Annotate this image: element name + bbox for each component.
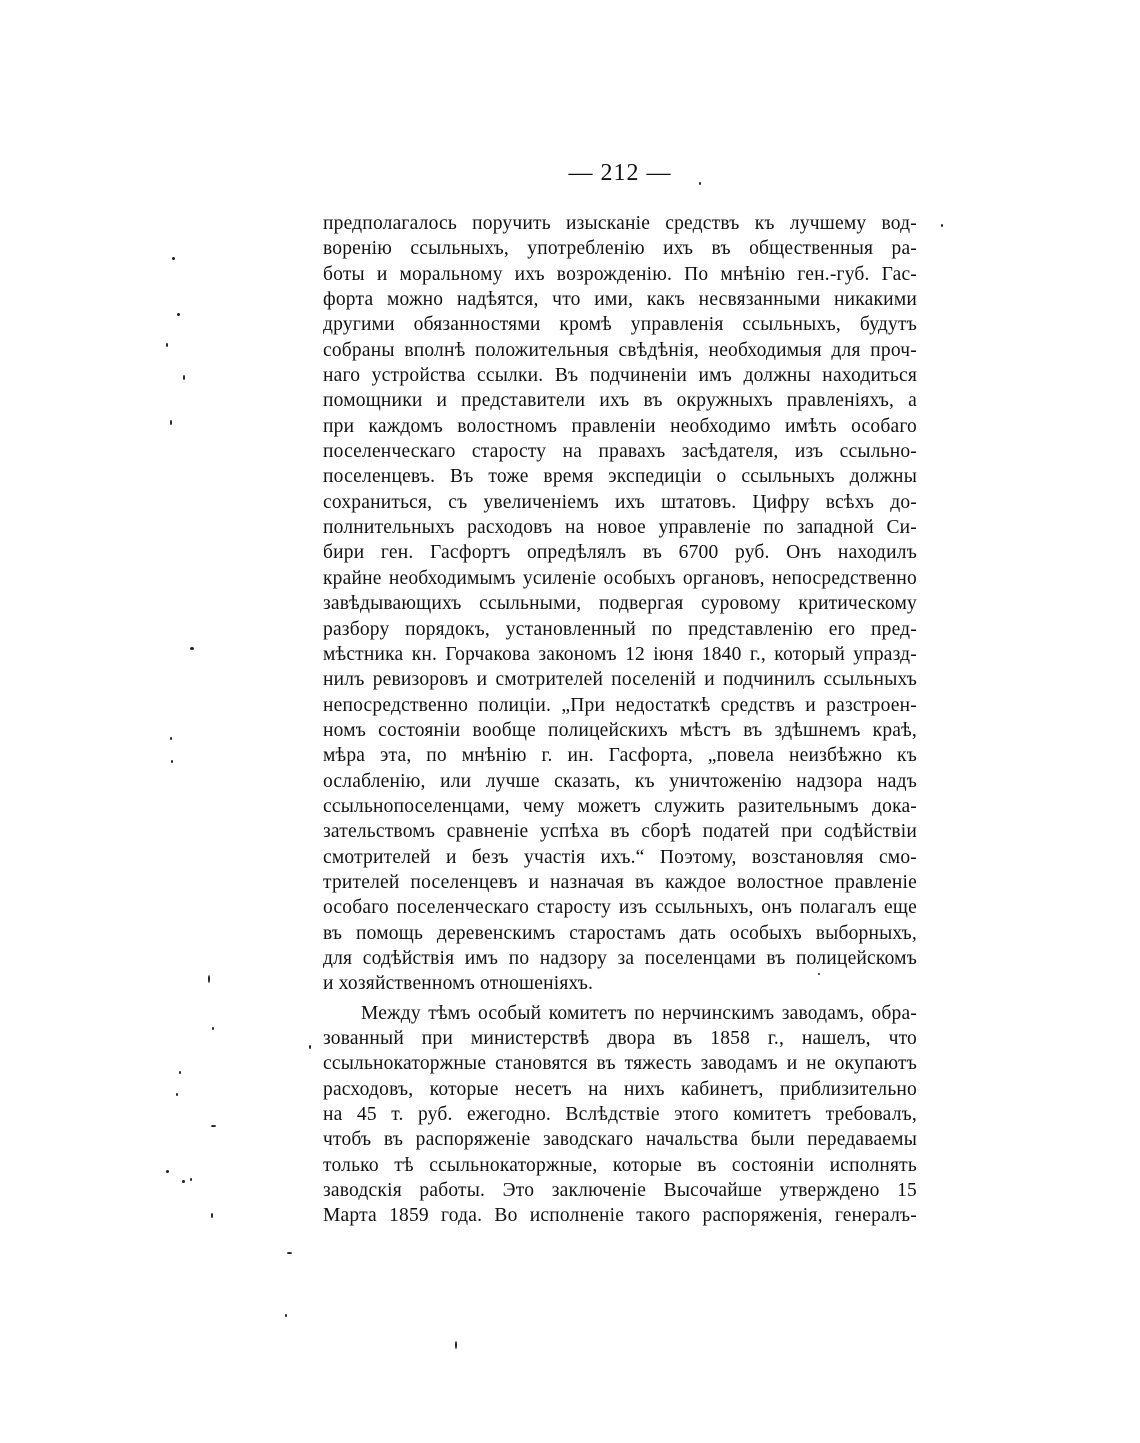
text-line: поселенцевъ. Въ тоже время экспедиціи о ссыльныхъ должны [323,466,917,488]
text-line: мѣстника кн. Горчакова закономъ 12 іюня 1840 г., который упразд- [323,643,917,665]
text-line: только тѣ ссыльнокаторжные, которые въ состояніи исполнять [323,1154,917,1176]
scan-speck [211,1125,216,1127]
text-line: зованный при министерствѣ двора въ 1858 г., нашелъ, что [323,1028,917,1049]
scan-speck [172,257,175,260]
body-text [323,211,917,1229]
scan-speck [182,1180,185,1183]
text-line: особаго поселенческаго старосту изъ ссыльныхъ, онъ полагалъ еще [323,897,917,919]
text-line: завѣдывающихъ ссыльными, подвергая суровому критическому [323,593,917,615]
page-number: — 212 — [568,160,672,186]
scan-speck [166,343,168,347]
text-line: разбору порядокъ, установленный по представленію его пред- [323,618,917,640]
scan-speck [176,1093,178,1096]
text-line: ссыльнокаторжные становятся въ тяжесть заводамъ и не окупаютъ [323,1053,917,1075]
text-line: наго устройства ссылки. Въ подчиненіи имъ должны находиться [323,365,917,387]
text-line: при каждомъ волостномъ правленіи необходимо имѣть особаго [323,415,917,437]
paragraph-1 [323,211,917,997]
scan-speck [309,1045,311,1049]
text-line: бири ген. Гасфортъ опредѣлялъ въ 6700 руб. Онъ находилъ [323,542,917,564]
scan-speck [287,1252,292,1254]
text-line: чтобъ въ распоряженіе заводскаго начальства были передаваемы [323,1129,917,1151]
scan-speck [166,1170,169,1173]
scan-speck [208,975,210,983]
scan-speck [177,313,180,316]
text-line: зательствомъ сравненіе успѣха въ сборѣ податей при содѣйствіи [323,821,917,843]
scan-speck [183,375,185,380]
text-line: крайне необходимымъ усиленіе особыхъ органовъ, непосредственно [323,567,917,589]
scan-speck [190,1178,192,1181]
text-line: номъ состояніи вообще полицейскихъ мѣстъ въ здѣшнемъ краѣ, [323,719,917,741]
text-line: собраны вполнѣ положительныя свѣдѣнія, необходимыя для проч- [323,339,917,361]
scan-speck [285,1314,287,1317]
paragraph-2 [323,1001,917,1229]
scan-speck [699,182,701,185]
text-line: расходовъ, которые несетъ на нихъ кабинетъ, приблизительно [323,1078,917,1100]
text-line: и хозяйственномъ отношеніяхъ. [323,973,594,995]
text-line: Между тѣмъ особый комитетъ по нерчинскимъ заводамъ, обра- [361,1002,917,1024]
scan-speck [455,1341,457,1349]
scan-speck [818,973,820,975]
scan-speck [171,760,173,763]
scan-speck [170,737,172,740]
text-line: предполагалось поручить изысканіе средствъ къ лучшему вод- [323,213,917,234]
text-line: для содѣйствія имъ по надзору за поселенцами въ полицейскомъ [323,947,917,969]
text-line: полнительныхъ расходовъ на новое управленіе по западной Си- [323,517,917,539]
text-line: воренію ссыльныхъ, употребленію ихъ въ общественныя ра- [323,238,917,260]
text-line: трителей поселенцевъ и назначая въ каждое волостное правленіе [323,871,917,893]
text-line: ослабленію, или лучше сказать, къ уничтоженію надзора надъ [323,770,917,792]
text-line: заводскія работы. Это заключеніе Высочайше утверждено 15 [323,1180,917,1202]
text-line: Марта 1859 года. Во исполненіе такого распоряженія, генералъ- [323,1205,917,1227]
scan-speck [211,1213,213,1218]
text-line: непосредственно полиціи. „При недостаткѣ средствъ и разстроен- [323,694,917,716]
scan-speck [190,647,194,650]
text-line: нилъ ревизоровъ и смотрителей поселеній и подчинилъ ссыльныхъ [323,669,917,691]
scan-speck [170,420,172,425]
text-line: поселенческаго старосту на правахъ засѣдателя, изъ ссыльно- [323,441,917,463]
text-line: ссыльнопоселенцами, чему можетъ служить разительнымъ дока- [323,795,917,817]
text-line: смотрителей и безъ участія ихъ.“ Поэтому, возстановляя смо- [323,846,917,868]
text-line: помощники и представители ихъ въ окружныхъ правленіяхъ, а [323,390,917,412]
scan-speck [941,224,943,227]
text-line: на 45 т. руб. ежегодно. Вслѣдствіе этого комитетъ требовалъ, [323,1104,917,1126]
text-line: форта можно надѣятся, что ими, какъ несвязанными никакими [323,289,917,311]
text-line: въ помощь деревенскимъ старостамъ дать особыхъ выборныхъ, [323,922,917,944]
text-line: другими обязанностями кромѣ управленія ссыльныхъ, будутъ [323,314,917,336]
text-line: сохраниться, съ увеличеніемъ ихъ штатовъ. Цифру всѣхъ до- [323,491,917,513]
scan-speck [179,1071,181,1074]
text-line: мѣра эта, по мнѣнію г. ин. Гасфорта, „повела неизбѣжно къ [323,745,917,767]
text-line: боты и моральному ихъ возрожденію. По мнѣнію ген.-губ. Гас- [323,263,917,285]
scan-speck [212,1027,214,1030]
